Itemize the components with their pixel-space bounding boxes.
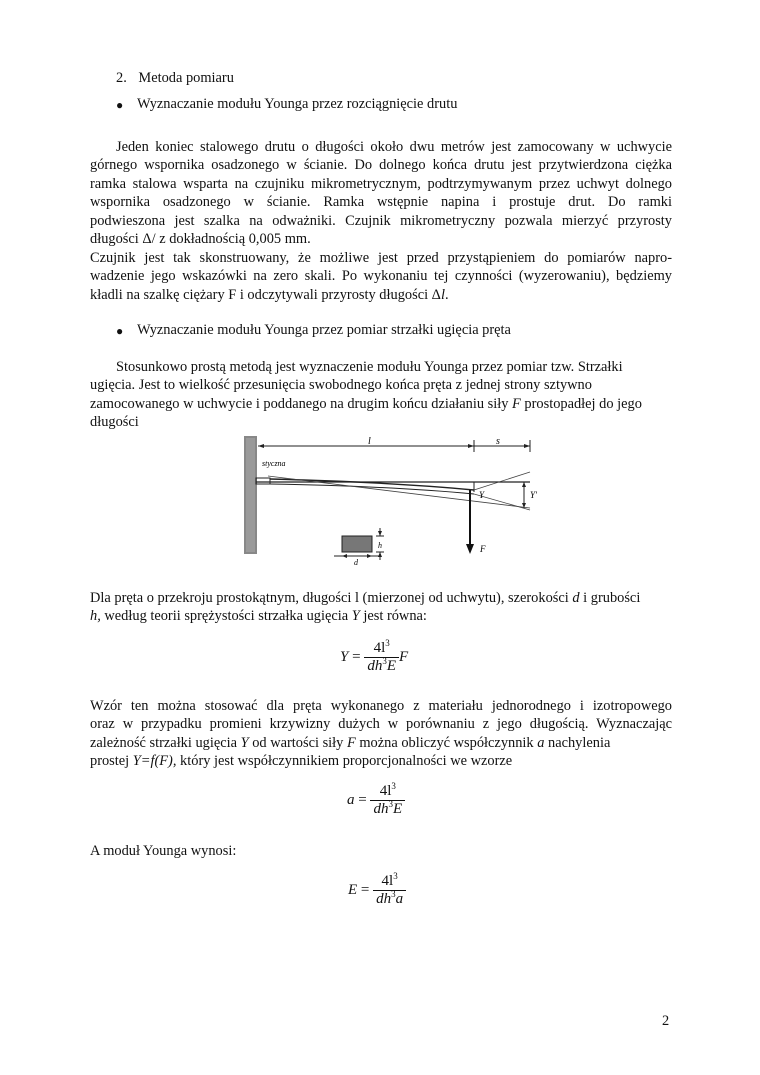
paragraph-5: A moduł Younga wynosi: [90,843,237,859]
formula-3-denominator-a: dh [376,891,392,907]
formula-3-num-exp: 3 [393,871,398,881]
section-title: Metoda pomiaru [138,70,234,86]
thickness-symbol: h, [90,608,101,624]
paragraph-4-function: Y=f(F), [132,753,177,769]
section-number: 2. [116,70,127,86]
paragraph-4-F: F [346,735,356,751]
formula-2-equals: = [358,791,367,808]
formula-young-modulus [348,873,406,908]
paragraph-4-line-4-a: prostej [90,753,133,769]
paragraph-4-line-1: Wzór ten można stosować dla pręta wykonanego z materiału jednorodnego i izotropowego [90,698,672,714]
paragraph-1-line-9-end: . [444,287,449,303]
formula-2-numerator: 4l [379,783,392,799]
formula-2-den-exp: 3 [388,799,393,809]
formula-2-fraction [370,783,405,818]
tangent-line [268,476,530,508]
formula-slope [347,783,405,818]
beam-deflection-figure [238,432,550,568]
paragraph-2-line-4: długości [90,414,139,430]
paragraph-2-line-3 [90,395,672,413]
formula-1-denominator-b: E [386,658,396,674]
paragraph-1-line-9-text: kładli na szalkę ciężary F i odczytywali przyrosty długości Δ [90,287,441,303]
paragraph-4-line-3-e: można obliczyć współczynnik [355,735,538,751]
delta-l-symbol: l [440,287,445,303]
formula-3-equals: = [360,881,370,898]
formula-1-equals: = [352,648,361,665]
paragraph-1-line-8: wadzenie jego wskazówki na zero skali. Po wykonaniu tej czynności (wyzerowaniu), będziemy [90,268,672,284]
paragraph-4-line-3 [90,734,672,752]
deflection-symbol: Y [351,608,360,624]
paragraph-4-line-2: oraz w przypadku promieni krzywizny dużych w porównaniu z jego długością. Wyznaczając [90,716,672,732]
bullet-dot-icon: ● [116,98,124,112]
label-d: d [354,558,358,567]
paragraph-3-line-1-text: Dla pręta o przekroju prostokątnym, długości l (mierzonej od uchwytu), szerokości [90,590,573,606]
paragraph-3-line-2 [90,607,672,625]
label-h: h [378,541,382,550]
label-l: l [368,436,371,447]
formula-1-force: F [398,648,409,665]
formula-1-lhs: Y [340,648,349,665]
paragraph-3-line-1 [90,589,672,607]
paragraph-1-line-1: Jeden koniec stalowego drutu o długości około dwu metrów jest zamocowany w uchwycie [116,139,672,155]
paragraph-2-line-3-text: zamocowanego w uchwycie i poddanego na drugim końcu działaniu siły [90,396,513,412]
label-styczna: styczna [262,459,286,468]
paragraph-1-line-6: długości Δ/ z dokładnością 0,005 mm. [90,231,311,247]
label-s: s [496,436,500,447]
paragraph-4-line-3-a: zależność strzałki ugięcia [90,735,241,751]
paragraph-2-line-2: ugięcia. Jest to wielkość przesunięcia swobodnego końca pręta z jednej strony sztywno [90,377,592,393]
formula-3-denominator-b: a [395,891,404,907]
bullet-item-1: Wyznaczanie modułu Younga przez rozciągnięcie drutu [137,96,458,112]
paragraph-4-a: a [537,735,545,751]
paragraph-1-line-5: podwieszona jest szalka na odważniki. Czujnik mikrometryczny pozwala mierzyć przyrosty [90,213,672,229]
paragraph-4-Y: Y [240,735,249,751]
force-symbol: F [512,396,521,412]
paragraph-2-line-1: Stosunkowo prostą metodą jest wyznaczenie modułu Younga przez pomiar tzw. Strzałki [116,359,623,375]
formula-1-numerator: 4l [373,640,386,656]
beam-cross-section [342,536,372,552]
bullet-dot-icon: ● [116,324,124,338]
label-Yprime: Y' [530,490,537,500]
formula-1-denominator-a: dh [367,658,383,674]
paragraph-3-line-2-text: według teorii sprężystości strzałka ugięcia [100,608,352,624]
paragraph-3-line-1-end: i grubości [579,590,641,606]
formula-1-num-exp: 3 [385,638,390,648]
formula-2-denominator-a: dh [373,801,389,817]
formula-1-den-exp: 3 [382,656,387,666]
paragraph-1-line-7: Czujnik jest tak skonstruowany, że możliwe jest przed przystąpieniem do pomiarów napro- [90,250,672,266]
section-heading [116,70,234,87]
paragraph-4-line-4-c: który jest współczynnikiem proporcjonalności we wzorze [176,753,513,769]
formula-2-denominator-b: E [392,801,403,817]
formula-3-fraction [373,873,406,908]
paragraph-4-line-3-c: od wartości siły [248,735,347,751]
formula-deflection [340,640,408,675]
paragraph-1-line-2: górnego wspornika osadzonego w ścianie. Do dolnego końca drutu jest przytwierdzona ciężka [90,157,672,173]
width-symbol: d [572,590,580,606]
paragraph-2-line-3-end: prostopadłej do jego [520,396,642,412]
paragraph-3-line-2-end: jest równa: [359,608,427,624]
label-Y: Y [479,490,485,500]
bullet-item-2: Wyznaczanie modułu Younga przez pomiar strzałki ugięcia pręta [137,322,511,338]
paragraph-1-line-4: wspornika osadzonego w ścianie. Ramka wstępnie napina i prostuje drut. Do ramki [90,194,672,210]
formula-3-numerator: 4l [381,873,394,889]
page-number: 2 [662,1013,670,1029]
paragraph-4-line-4 [90,752,672,770]
label-F: F [480,544,486,554]
paragraph-4-line-3-g: nachylenia [544,735,611,751]
formula-3-lhs: E [348,881,358,898]
formula-3-den-exp: 3 [391,889,396,899]
formula-1-fraction [364,640,399,675]
formula-2-lhs: a [347,791,355,808]
formula-2-num-exp: 3 [391,781,396,791]
paragraph-1-line-9 [90,286,672,304]
paragraph-1-line-3: ramka stalowa wsparta na czujniku mikrometrycznym, podtrzymywanym przez uchwyt dolnego [90,176,672,192]
